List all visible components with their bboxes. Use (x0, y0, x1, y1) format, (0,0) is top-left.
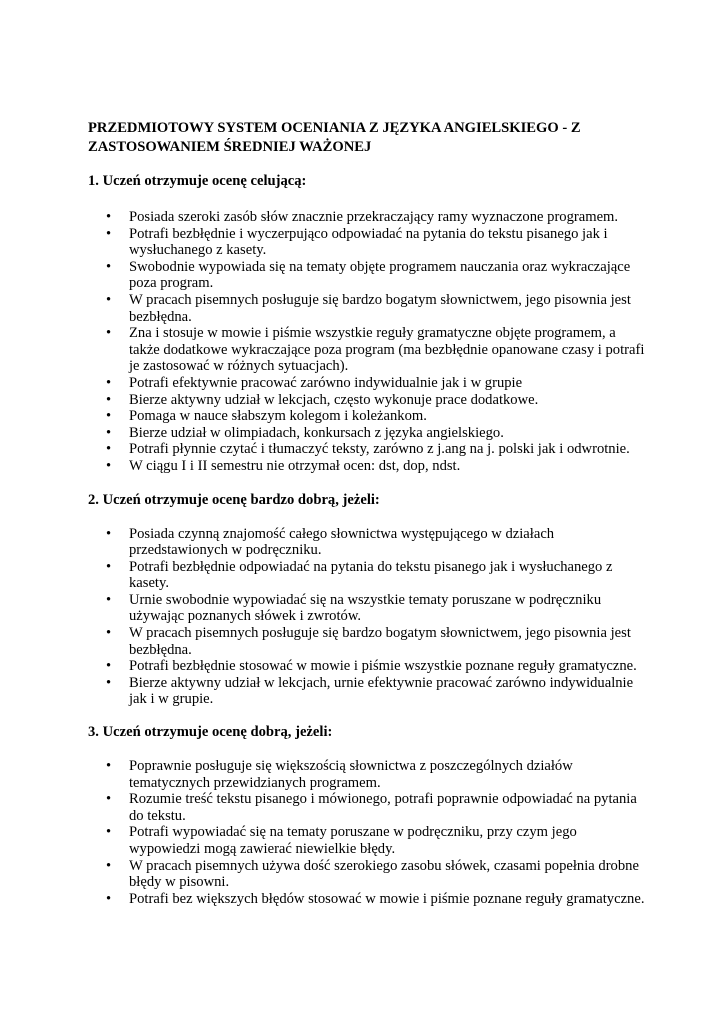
list-item: • Posiada czynną znajomość całego słownictwa występującego w działach przedstawionych w podręczniku. (88, 526, 648, 559)
list-item: • Potrafi bez większych błędów stosować w mowie i piśmie poznane reguły gramatyczne. (88, 891, 648, 908)
list-item: • Pomaga w nauce słabszym kolegom i koleżankom. (88, 408, 648, 425)
list-item: • Swobodnie wypowiada się na tematy objęte programem nauczania oraz wykraczające poza program. (88, 259, 648, 292)
criteria-list-dobra (88, 758, 648, 907)
list-item: • Bierze udział w olimpiadach, konkursach z języka angielskiego. (88, 425, 648, 442)
list-item: • Rozumie treść tekstu pisanego i mówionego, potrafi poprawnie odpowiadać na pytania do tekstu. (88, 791, 648, 824)
criteria-list-bardzo-dobra (88, 526, 648, 709)
list-item: • Potrafi bezbłędnie odpowiadać na pytania do tekstu pisanego jak i wysłuchanego z kasety. (88, 559, 648, 592)
list-item: • Potrafi wypowiadać się na tematy poruszane w podręczniku, przy czym jego wypowiedzi mogą zawierać niewielkie błędy. (88, 824, 648, 857)
list-item: • Potrafi bezbłędnie i wyczerpująco odpowiadać na pytania do tekstu pisanego jak i wysłuchanego z kasety. (88, 226, 648, 259)
list-item: • W pracach pisemnych używa dość szerokiego zasobu słówek, czasami popełnia drobne błędy w pisowni. (88, 858, 648, 891)
section-heading-dobra: 3. Uczeń otrzymuje ocenę dobrą, jeżeli: (88, 724, 333, 741)
document-page (88, 119, 648, 907)
list-item: • Posiada szeroki zasób słów znacznie przekraczający ramy wyznaczone programem. (88, 209, 648, 226)
criteria-list-celujaca (88, 209, 648, 475)
list-item: • Zna i stosuje w mowie i piśmie wszystkie reguły gramatyczne objęte programem, a także dodatkowe wykraczające poza program (ma bezbłędnie opanowane czasy i potrafi je zastosować w różnych sytuacjach). (88, 325, 648, 375)
list-item: • Bierze aktywny udział w lekcjach, urnie efektywnie pracować zarówno indywidualnie jak i w grupie. (88, 675, 648, 708)
list-item: • Potrafi płynnie czytać i tłumaczyć teksty, zarówno z j.ang na j. polski jak i odwrotnie. (88, 441, 648, 458)
list-item: • W ciągu I i II semestru nie otrzymał ocen: dst, dop, ndst. (88, 458, 648, 475)
section-heading-celujaca: 1. Uczeń otrzymuje ocenę celującą: (88, 173, 307, 189)
list-item: • Poprawnie posługuje się większością słownictwa z poszczególnych działów tematycznych przewidzianych programem. (88, 758, 648, 791)
list-item: • Bierze aktywny udział w lekcjach, często wykonuje prace dodatkowe. (88, 392, 648, 409)
list-item: • Urnie swobodnie wypowiadać się na wszystkie tematy poruszane w podręczniku używając poznanych słówek i zwrotów. (88, 592, 648, 625)
list-item: • W pracach pisemnych posługuje się bardzo bogatym słownictwem, jego pisownia jest bezbłędna. (88, 292, 648, 325)
document-title: PRZEDMIOTOWY SYSTEM OCENIANIA Z JĘZYKA ANGIELSKIEGO - Z ZASTOSOWANIEM ŚREDNIEJ WAŻONEJ (88, 120, 581, 155)
list-item: • Potrafi bezbłędnie stosować w mowie i piśmie wszystkie poznane reguły gramatyczne. (88, 658, 648, 675)
list-item: • Potrafi efektywnie pracować zarówno indywidualnie jak i w grupie (88, 375, 648, 392)
list-item: • W pracach pisemnych posługuje się bardzo bogatym słownictwem, jego pisownia jest bezbłędna. (88, 625, 648, 658)
section-heading-bardzo-dobra: 2. Uczeń otrzymuje ocenę bardzo dobrą, jeżeli: (88, 491, 380, 508)
